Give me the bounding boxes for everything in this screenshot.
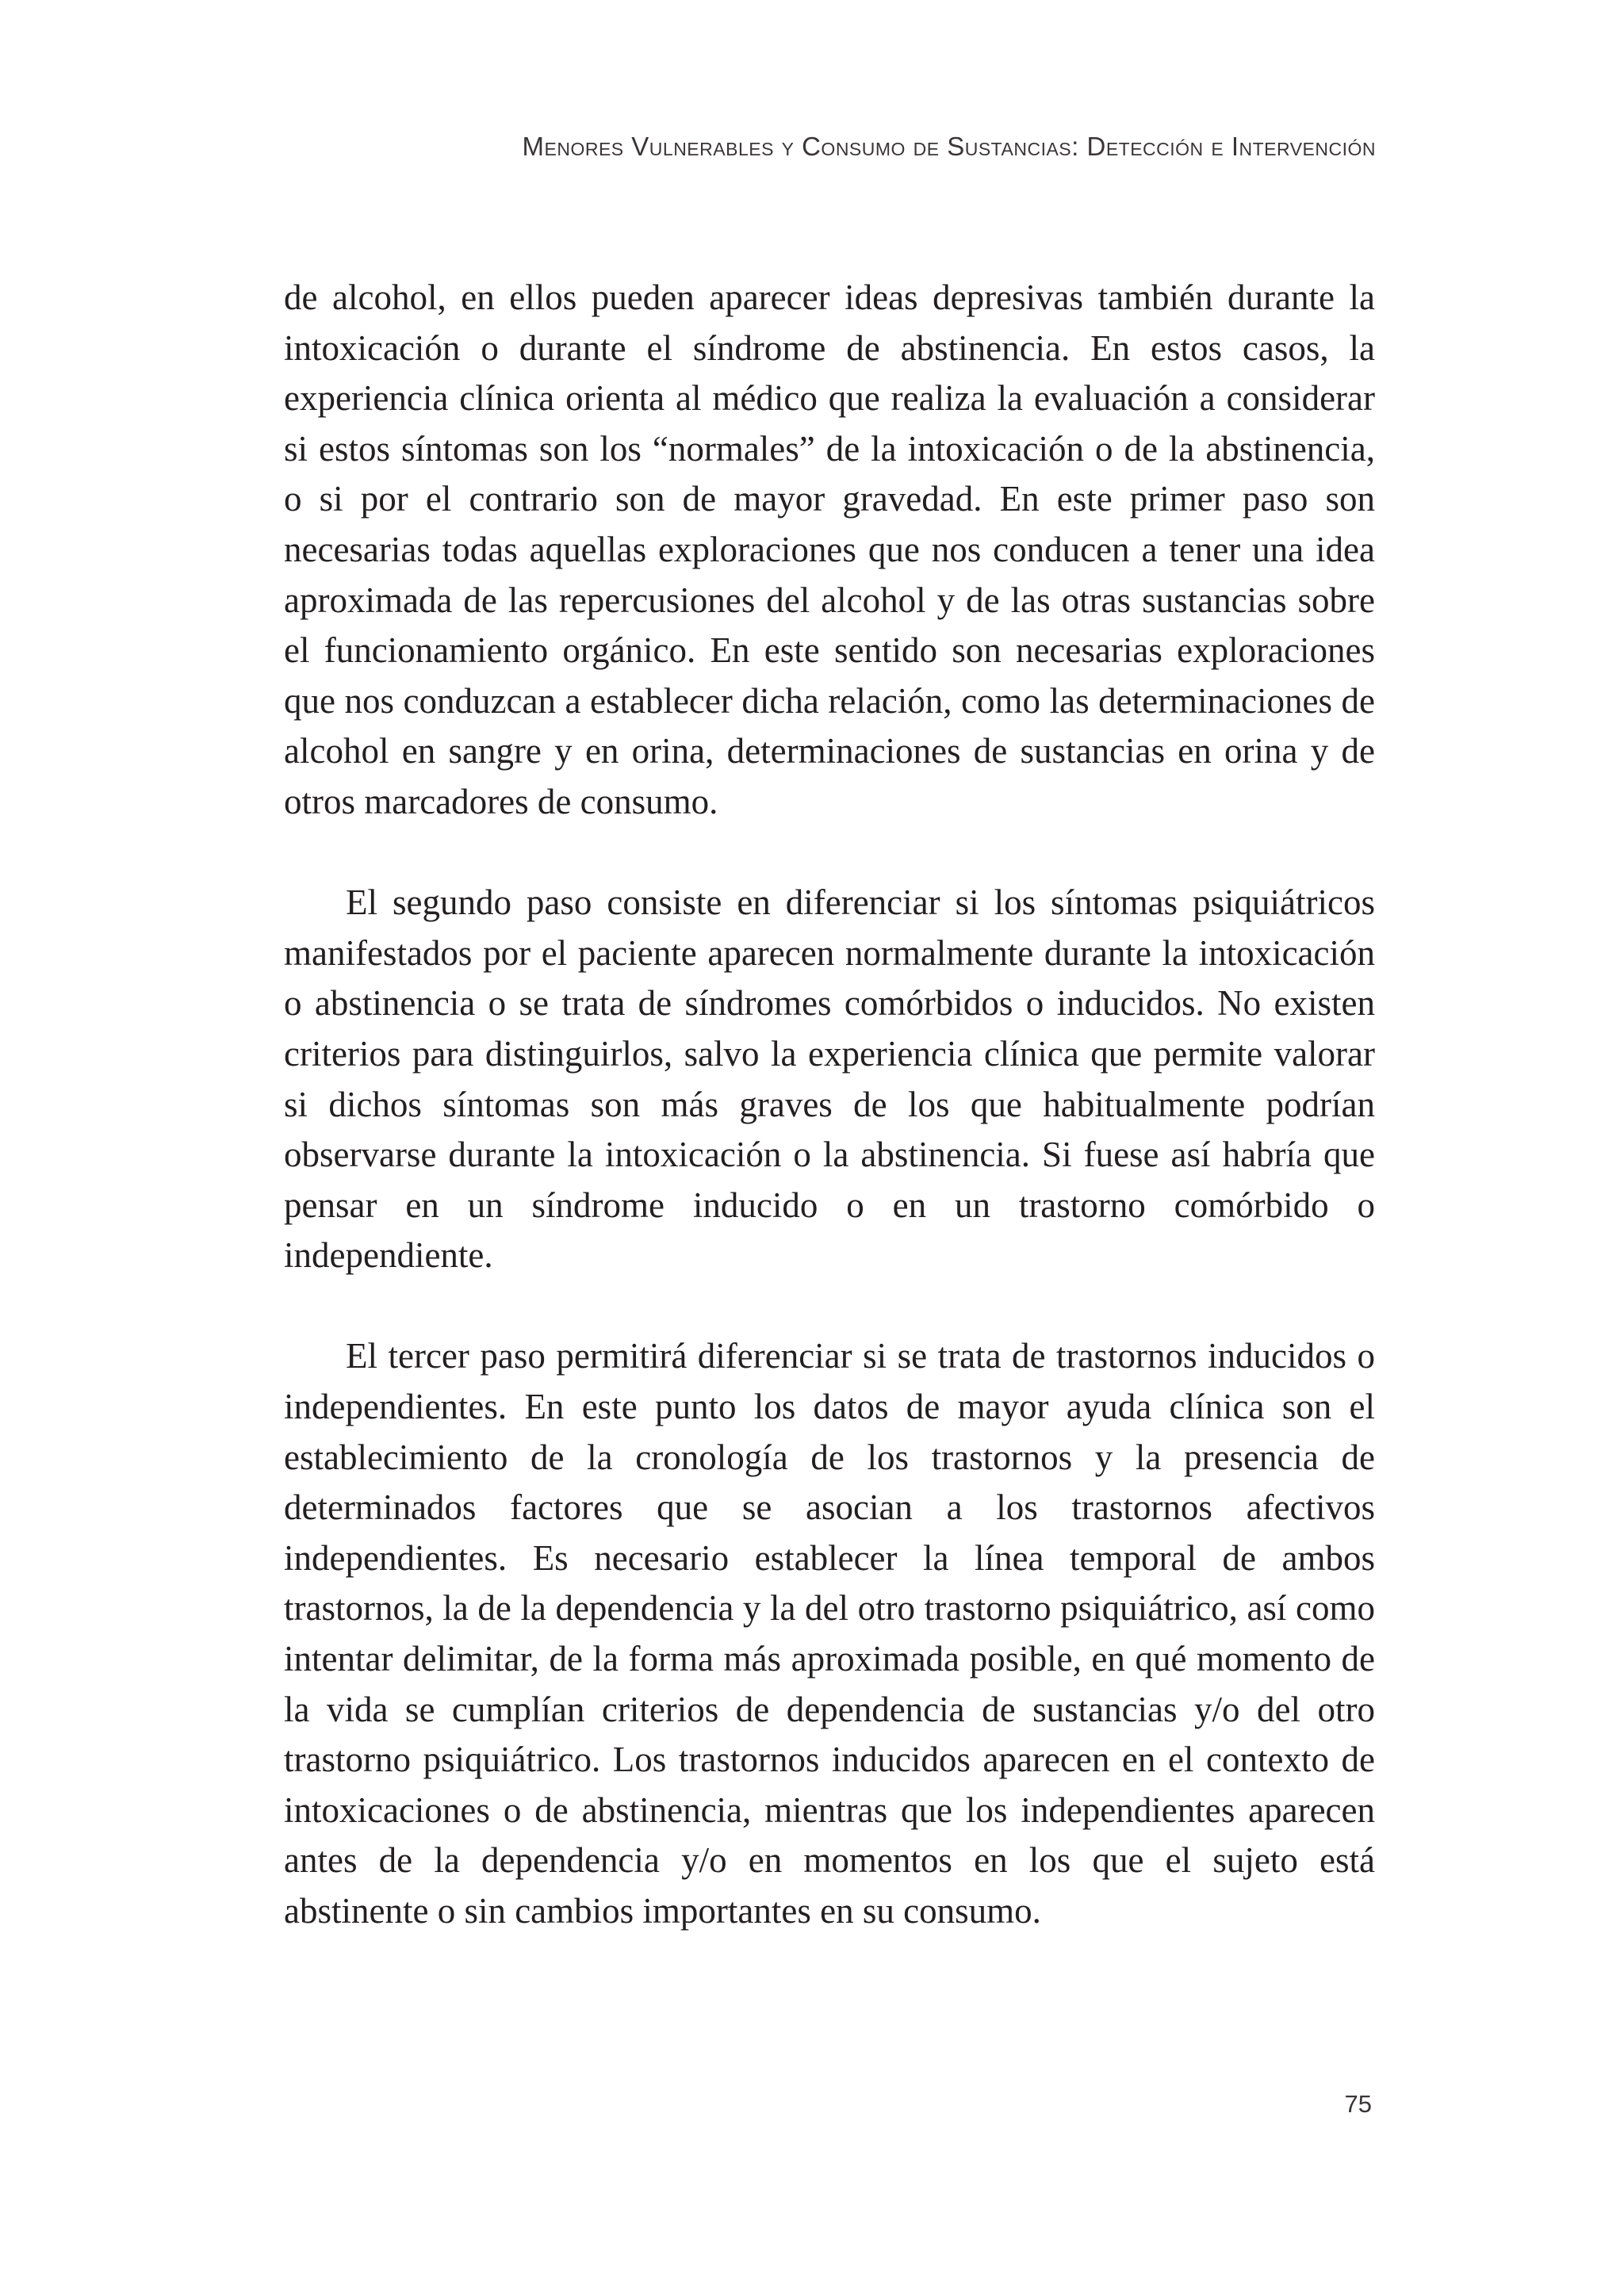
paragraph-second-step: El segundo paso consiste en diferenciar si los síntomas psiquiátricos manifestados por el paciente aparecen normalmente durante la intoxicación o abstinencia o se trata de síndromes comórbidos o inducidos. No existen criterios para distinguirlos, salvo la experiencia clínica que permite valorar si dichos síntomas son más graves de los que habitualmente podrían observarse durante la intoxicación o la abstinencia. Si fuese así habría que pensar en un síndrome inducido o en un trastorno comórbido o independiente. <box>284 882 1375 1276</box>
running-header: Menores Vulnerables y Consumo de Sustancias: Detección e Intervención <box>522 132 1376 161</box>
paragraph-continued: de alcohol, en ellos pueden aparecer ideas depresivas también durante la intoxicación o durante el síndrome de abstinencia. En estos casos, la experiencia clínica orienta al médico que realiza la evaluación a considerar si estos síntomas son los “normales” de la intoxicación o de la abstinencia, o si por el contrario son de mayor gravedad. En este primer paso son necesarias todas aquellas exploraciones que nos conducen a tener una idea aproximada de las repercusiones del alcohol y de las otras sustancias sobre el funcionamiento orgánico. En este sentido son necesarias exploraciones que nos conduzcan a establecer dicha relación, como las determinaciones de alcohol en sangre y en orina, determinaciones de sustancias en orina y de otros marcadores de consumo. <box>284 278 1375 821</box>
paragraph-third-step: El tercer paso permitirá diferenciar si se trata de trastornos inducidos o independientes. En este punto los datos de mayor ayuda clínica son el establecimiento de la cronología de los trastornos y la presencia de determinados factores que se asocian a los trastornos afectivos independientes. Es necesario establecer la línea temporal de ambos trastornos, la de la dependencia y la del otro trastorno psiquiátrico, así como intentar delimitar, de la forma más aproximada posible, en qué momento de la vida se cumplían criterios de dependencia de sustancias y/o del otro trastorno psiquiátrico. Los trastornos inducidos aparecen en el contexto de intoxicaciones o de abstinencia, mientras que los independientes aparecen antes de la dependencia y/o en momentos en los que el sujeto está abstinente o sin cambios importantes en su consumo. <box>284 1336 1375 1931</box>
page-number: 75 <box>1344 2090 1372 2118</box>
body-text <box>284 273 1375 1937</box>
